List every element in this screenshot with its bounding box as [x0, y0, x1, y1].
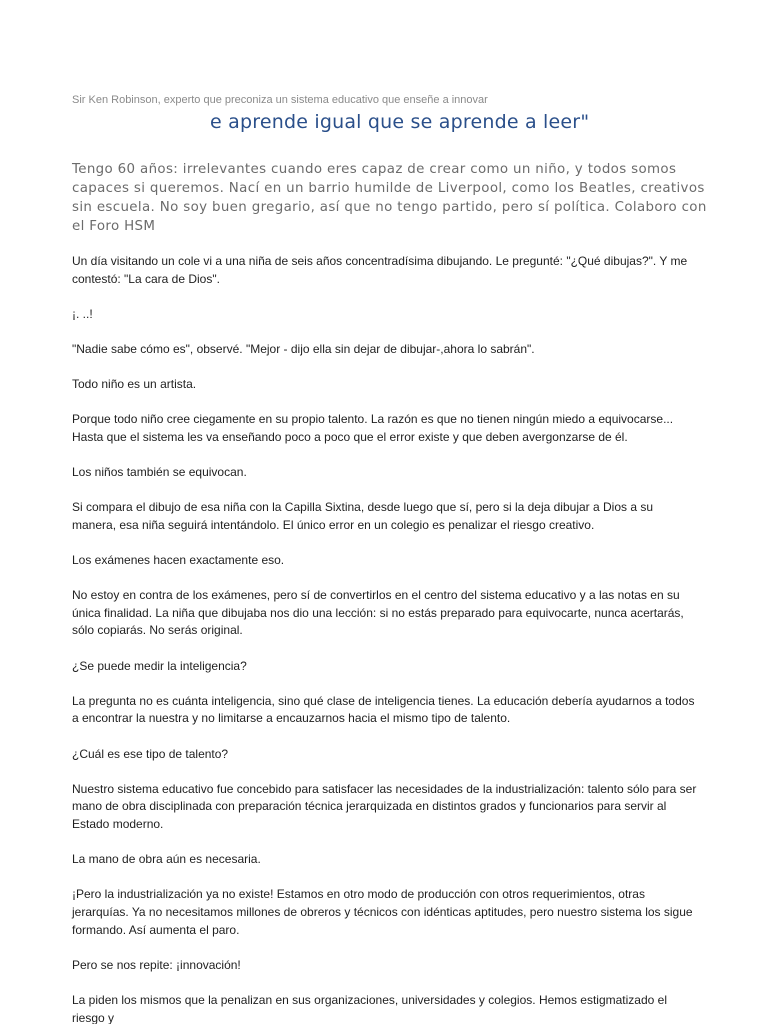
paragraph: Un día visitando un cole vi a una niña de seis años concentradísima dibujando. Le pregunté: "¿Qué dibujas?". Y me contestó: "La cara de Dios". — [72, 254, 688, 286]
paragraph: Todo niño es un artista. — [72, 377, 197, 392]
paragraph: Pero se nos repite: ¡innovación! — [72, 957, 241, 972]
paragraph: Los niños también se equivocan. — [72, 465, 247, 480]
article-body — [72, 253, 698, 1024]
paragraph: No estoy en contra de los exámenes, pero sí de convertirlos en el centro del sistema educativo y a las notas en su única finalidad. La niña que dibujaba nos dio una lección: si no estás preparado para equivocarte, nunca acertarás, sólo copiarás. No serás original. — [72, 588, 684, 638]
paragraph: La mano de obra aún es necesaria. — [72, 852, 261, 867]
paragraph: La piden los mismos que la penalizan en sus organizaciones, universidades y colegios. Hemos estigmatizado el riesgo y — [72, 992, 667, 1024]
paragraph: Nuestro sistema educativo fue concebido para satisfacer las necesidades de la industrialización: talento sólo para ser mano de obra disciplinada con preparación técnica jerarquizada en distintos grados y funcionarios para servir al Estado moderno. — [72, 781, 697, 831]
paragraph: ¡Pero la industrialización ya no existe! Estamos en otro modo de producción con otros requerimientos, otras jerarquías. Ya no necesitamos millones de obreros y técnicos con idénticas aptitudes, pero nuestro sistema los sigue formando. Así aumenta el paro. — [72, 887, 693, 937]
article-headline: e aprende igual que se aprende a leer" — [210, 111, 590, 133]
paragraph: ¡. ..! — [72, 306, 93, 321]
paragraph: La pregunta no es cuánta inteligencia, sino qué clase de inteligencia tienes. La educación debería ayudarnos a todos a encontrar la nuestra y no limitarse a encauzarnos hacia el mismo tipo de talento. — [72, 693, 695, 726]
article-lead: Tengo 60 años: irrelevantes cuando eres capaz de crear como un niño, y todos somos capaces si queremos. Nací en un barrio humilde de Liverpool, como los Beatles, creativos sin escuela. No soy buen gregario, así que no tengo partido, pero sí política. Colaboro con el Foro HSM — [72, 162, 707, 234]
paragraph: Si compara el dibujo de esa niña con la Capilla Sixtina, desde luego que sí, pero si la deja dibujar a Dios a su manera, esa niña seguirá intentándolo. El único error en un colegio es penalizar el riesgo creativo. — [72, 500, 654, 532]
paragraph: ¿Se puede medir la inteligencia? — [72, 658, 247, 673]
paragraph: Los exámenes hacen exactamente eso. — [72, 553, 285, 568]
paragraph: "Nadie sabe cómo es", observé. "Mejor - dijo ella sin dejar de dibujar-,ahora lo sabrán". — [72, 341, 535, 356]
paragraph: Porque todo niño cree ciegamente en su propio talento. La razón es que no tienen ningún miedo a equivocarse... Hasta que el sistema les va enseñando poco a poco que el error existe y que deben avergonzarse de él. — [72, 412, 674, 444]
paragraph: ¿Cuál es ese tipo de talento? — [72, 746, 229, 761]
article-kicker: Sir Ken Robinson, experto que preconiza un sistema educativo que enseñe a innovar — [72, 95, 488, 106]
